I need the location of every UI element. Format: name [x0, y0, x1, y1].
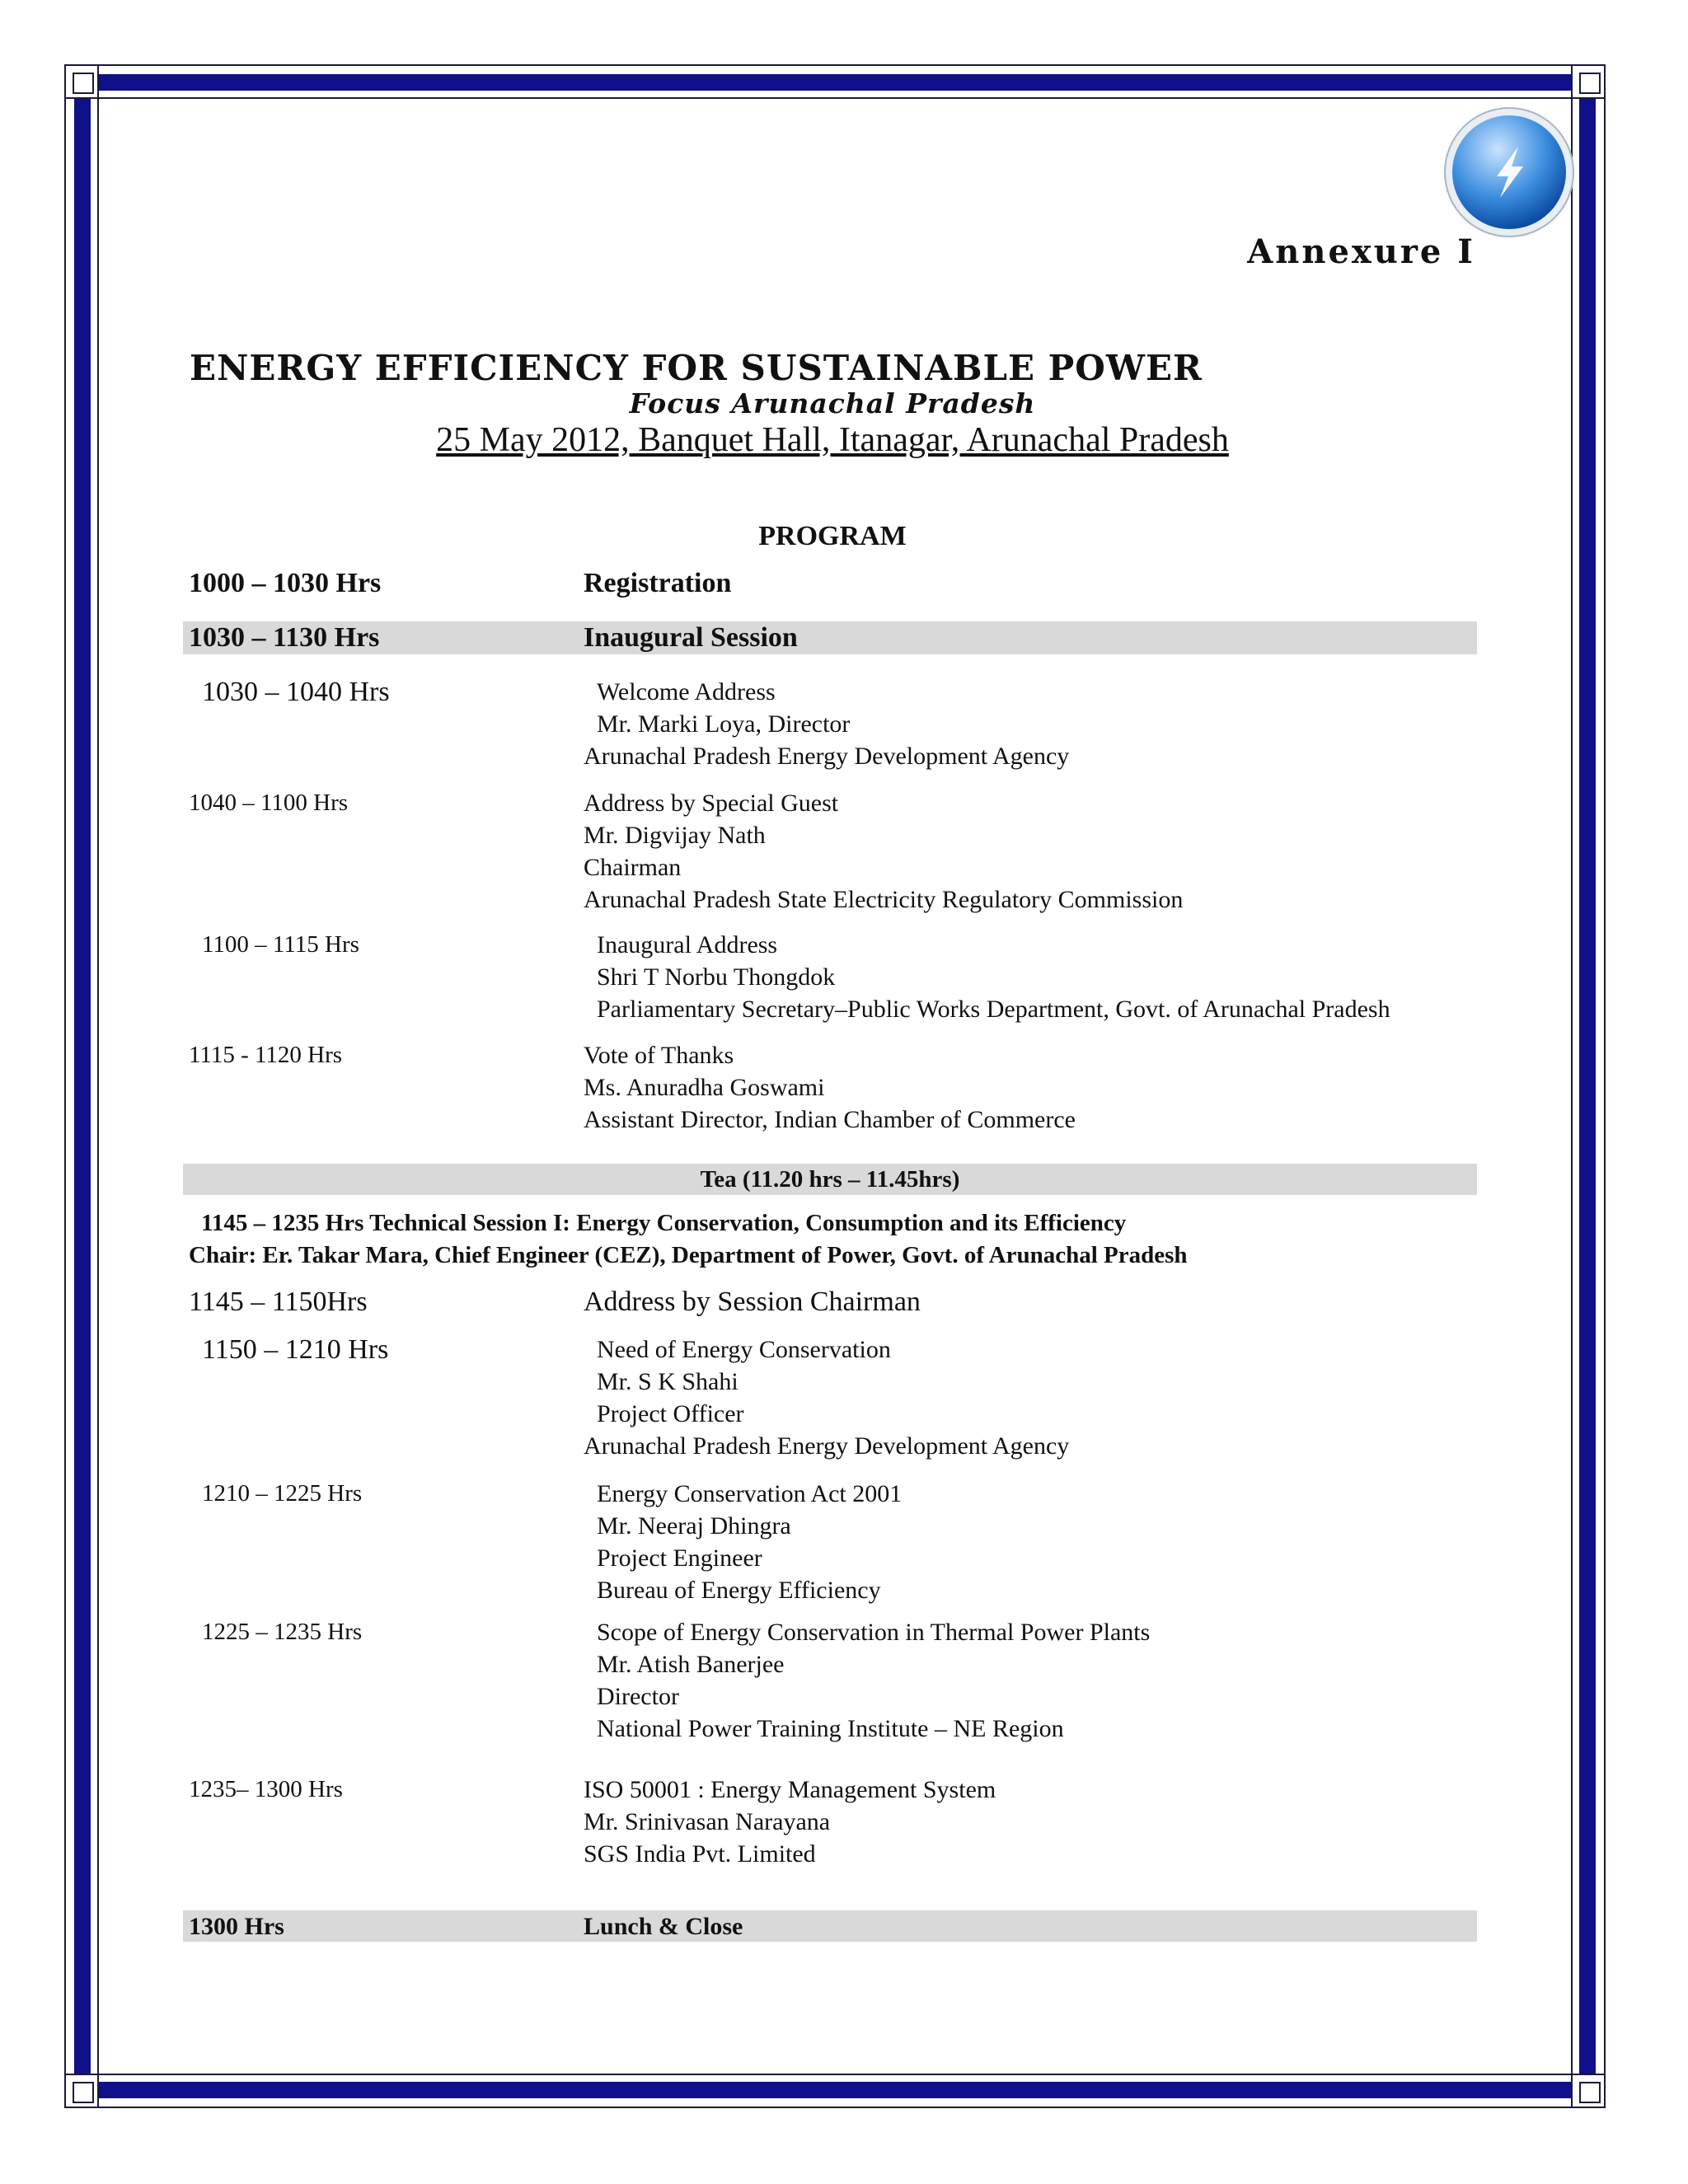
program-heading: PROGRAM — [758, 521, 907, 551]
schedule-desc: Inaugural Session — [584, 622, 798, 653]
schedule-desc: Need of Energy Conservation — [597, 1336, 891, 1363]
schedule-desc: Inaugural Address — [597, 931, 778, 958]
schedule-row — [183, 1478, 1477, 1610]
schedule-time: 1225 – 1235 Hrs — [202, 1619, 363, 1645]
schedule-desc: Mr. S K Shahi — [597, 1368, 738, 1395]
schedule-time: 1100 – 1115 Hrs — [202, 931, 359, 958]
schedule-desc: Project Officer — [597, 1400, 744, 1427]
schedule-desc: ISO 50001 : Energy Management System — [584, 1776, 996, 1803]
schedule-row — [183, 567, 1477, 600]
schedule-row — [183, 1774, 1477, 1872]
schedule-row — [183, 1616, 1477, 1748]
session-chair: Chair: Er. Takar Mara, Chief Engineer (CEZ), Department of Power, Govt. of Arunachal Pradesh — [189, 1242, 1188, 1268]
schedule-row — [183, 929, 1477, 1028]
schedule-desc: SGS India Pvt. Limited — [584, 1840, 816, 1868]
schedule-time: 1235– 1300 Hrs — [189, 1776, 343, 1802]
schedule-time: 1210 – 1225 Hrs — [202, 1480, 363, 1507]
schedule-desc: Chairman — [584, 854, 682, 881]
schedule-desc: Project Engineer — [597, 1544, 762, 1572]
schedule-time: 1145 – 1150Hrs — [189, 1286, 368, 1317]
schedule-desc: Mr. Atish Banerjee — [597, 1651, 785, 1678]
schedule-time: 1115 - 1120 Hrs — [189, 1042, 343, 1068]
schedule-desc: Shri T Norbu Thongdok — [597, 963, 836, 991]
schedule-desc: Scope of Energy Conservation in Thermal Power Plants — [597, 1619, 1151, 1646]
schedule-time: 1150 – 1210 Hrs — [202, 1334, 389, 1365]
schedule-desc: Arunachal Pradesh State Electricity Regulatory Commission — [584, 886, 1184, 913]
schedule-desc: Mr. Neeraj Dhingra — [597, 1512, 791, 1540]
lightning-bolt-icon — [1452, 115, 1566, 229]
schedule-desc: Address by Special Guest — [584, 790, 839, 817]
schedule-desc: National Power Training Institute – NE Region — [597, 1715, 1064, 1742]
schedule-desc: Director — [597, 1683, 679, 1710]
schedule-desc: Registration — [584, 568, 732, 598]
schedule-desc: Arunachal Pradesh Energy Development Agency — [584, 743, 1070, 770]
schedule-row — [183, 1333, 1477, 1465]
corner-ornament — [64, 64, 99, 99]
tea-break-banner: Tea (11.20 hrs – 11.45hrs) — [183, 1164, 1477, 1195]
schedule-desc: Arunachal Pradesh Energy Development Agency — [584, 1432, 1070, 1460]
schedule-desc: Energy Conservation Act 2001 — [597, 1480, 903, 1507]
schedule-time: 1030 – 1130 Hrs — [189, 622, 380, 653]
schedule-time: 1040 – 1100 Hrs — [189, 790, 349, 816]
event-dateline: 25 May 2012, Banquet Hall, Itanagar, Arunachal Pradesh — [436, 421, 1229, 459]
schedule-desc: Bureau of Energy Efficiency — [597, 1577, 881, 1604]
schedule-desc: Assistant Director, Indian Chamber of Commerce — [584, 1106, 1076, 1133]
schedule-desc: Mr. Marki Loya, Director — [597, 710, 851, 738]
technical-session-heading: 1145 – 1235 Hrs Technical Session I: Energy Conservation, Consumption and its Efficiency — [201, 1210, 1127, 1236]
schedule-desc: Ms. Anuradha Goswami — [584, 1074, 825, 1101]
schedule-desc: Vote of Thanks — [584, 1042, 734, 1069]
schedule-time: 1000 – 1030 Hrs — [189, 568, 382, 598]
schedule-desc: Welcome Address — [597, 678, 776, 705]
corner-ornament — [64, 2074, 99, 2108]
schedule-desc: Mr. Srinivasan Narayana — [584, 1808, 831, 1835]
schedule-row — [183, 676, 1477, 775]
schedule-desc: Lunch & Close — [584, 1913, 743, 1940]
schedule-row — [183, 1286, 1477, 1319]
schedule-row — [183, 1039, 1477, 1138]
schedule-desc: Address by Session Chairman — [584, 1286, 921, 1317]
schedule-desc: Mr. Digvijay Nath — [584, 822, 766, 849]
schedule-time: 1030 – 1040 Hrs — [202, 677, 390, 707]
schedule-desc: Parliamentary Secretary–Public Works Department, Govt. of Arunachal Pradesh — [597, 996, 1390, 1023]
annexure-label: Annexure I — [1247, 232, 1475, 271]
corner-ornament — [1571, 2074, 1606, 2108]
corner-ornament — [1571, 64, 1606, 99]
schedule-time: 1300 Hrs — [189, 1913, 284, 1940]
schedule-row — [183, 1910, 1477, 1942]
schedule-row — [183, 621, 1477, 654]
document-subtitle: Focus Arunachal Pradesh — [629, 387, 1036, 419]
schedule-row — [183, 787, 1477, 919]
document-title: ENERGY EFFICIENCY FOR SUSTAINABLE POWER — [190, 348, 1203, 388]
